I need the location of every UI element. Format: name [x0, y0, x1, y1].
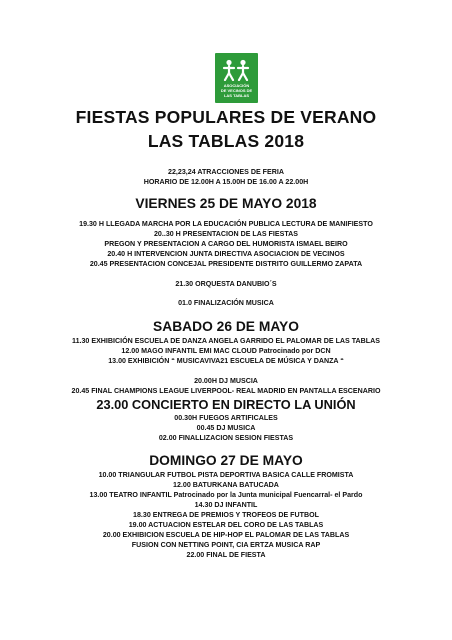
- schedule-item: 20.00 EXHIBICION ESCUELA DE HIP-HOP EL PALOMAR DE LAS TABLAS: [102, 531, 350, 539]
- intro-line: HORARIO DE 12.00H A 15.00H DE 16.00 A 22.00H: [143, 178, 309, 186]
- people-icon: [222, 59, 251, 81]
- schedule-item: 19.30 H LLEGADA MARCHA POR LA EDUCACIÓN PUBLICA LECTURA DE MANIFIESTO: [79, 220, 373, 228]
- intro-line: 22,23,24 ATRACCIONES DE FERIA: [168, 168, 284, 176]
- schedule-item: 20.45 PRESENTACION CONCEJAL PRESIDENTE DISTRITO GUILLERMO ZAPATA: [89, 260, 363, 268]
- schedule-item: 20.40 H INTERVENCION JUNTA DIRECTIVA ASOCIACION DE VECINOS: [107, 250, 345, 258]
- schedule-item: 13.00 TEATRO INFANTIL Patrocinado por la Junta municipal Fuencarral- el Pardo: [89, 491, 363, 499]
- schedule-item: 14.30 DJ INFANTIL: [194, 501, 258, 509]
- logo-lettering: ASOCIACIÓN DE VECINOS DE LAS TABLAS: [220, 83, 253, 98]
- schedule-item: 02.00 FINALLIZACION SESION FIESTAS: [158, 434, 294, 442]
- schedule-item: 20.00H DJ MUSCIA: [194, 377, 258, 385]
- schedule-item: 21.30 ORQUESTA DANUBIO´S: [175, 280, 277, 288]
- poster-subtitle: LAS TABLAS 2018: [147, 131, 305, 151]
- schedule-item: 10.00 TRIANGULAR FUTBOL PISTA DEPORTIVA BASICA CALLE FROMISTA: [98, 471, 354, 479]
- concert-heading: 23.00 CONCIERTO EN DIRECTO LA UNIÓN: [96, 397, 356, 412]
- schedule-item: 01.0 FINALIZACIÓN MUSICA: [178, 299, 274, 307]
- schedule-item: FUSION CON NETTING POINT, CIA ERTZA MUSICA RAP: [131, 541, 321, 549]
- schedule-item: 22.00 FINAL DE FIESTA: [186, 551, 266, 559]
- schedule-item: 12.00 MAGO INFANTIL EMI MAC CLOUD Patrocinado por DCN: [121, 347, 331, 355]
- schedule-item: 00.30H FUEGOS ARTIFICALES: [174, 414, 278, 422]
- friday-heading: VIERNES 25 DE MAYO 2018: [135, 196, 317, 211]
- poster-title: FIESTAS POPULARES DE VERANO: [75, 107, 377, 127]
- association-logo: [215, 53, 258, 103]
- schedule-item: 11.30 EXHIBICIÓN ESCUELA DE DANZA ANGELA GARRIDO EL PALOMAR DE LAS TABLAS: [72, 337, 380, 345]
- poster-content: [0, 105, 452, 560]
- saturday-heading: SABADO 26 DE MAYO: [153, 319, 299, 334]
- schedule-item: 12.00 BATURKANA BATUCADA: [173, 481, 279, 489]
- schedule-item: 18.30 ENTREGA DE PREMIOS Y TROFEOS DE FUTBOL: [133, 511, 319, 519]
- schedule-item: 20.45 FINAL CHAMPIONS LEAGUE LIVERPOOL- REAL MADRID EN PANTALLA ESCENARIO: [71, 387, 381, 395]
- schedule-item: 13.00 EXHIBICIÓN “ MUSICAVIVA21 ESCUELA DE MÚSICA Y DANZA “: [108, 357, 344, 365]
- schedule-item: 00.45 DJ MUSICA: [196, 424, 256, 432]
- schedule-item: 19.00 ACTUACION ESTELAR DEL CORO DE LAS TABLAS: [128, 521, 324, 529]
- sunday-heading: DOMINGO 27 DE MAYO: [149, 453, 303, 468]
- schedule-item: 20..30 H PRESENTACION DE LAS FIESTAS: [153, 230, 298, 238]
- schedule-item: PREGON Y PRESENTACION A CARGO DEL HUMORISTA ISMAEL BEIRO: [104, 240, 348, 248]
